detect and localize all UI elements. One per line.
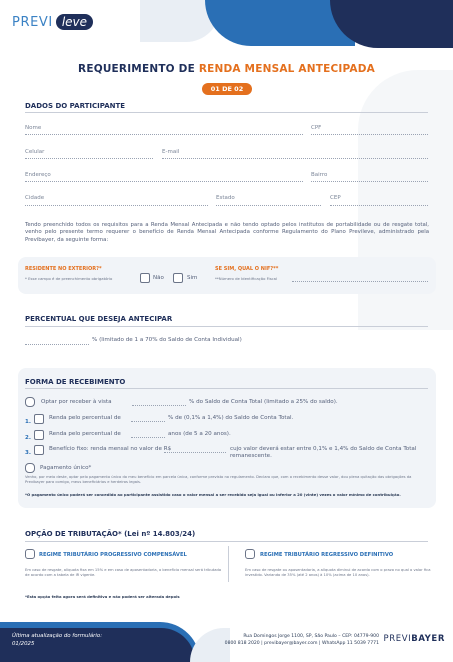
lump-sum-label: Optar por receber à vista <box>41 399 112 405</box>
regressive-regime-title: REGIME TRIBUTÁRIO REGRESSIVO DEFINITIVO <box>260 552 394 558</box>
form-update-label: Última atualização do formulário: <box>12 633 103 639</box>
percent-income-label: Renda pelo percentual de <box>49 415 121 421</box>
progressive-regime-checkbox[interactable] <box>25 549 35 559</box>
regressive-regime-text: Em caso de resgate ou aposentadoria, a alíquota diminui de acordo com o prazo no qual o valor fica investido. Variando de 35% (até 2 anos) à 10% (acima de 10 anos). <box>245 568 431 577</box>
section-divider <box>25 112 428 113</box>
previbayer-logo <box>384 634 446 644</box>
option-number: 2. <box>25 435 31 441</box>
brand-part1: PREVI <box>383 634 412 644</box>
name-label: Nome <box>25 125 42 131</box>
title-part2: RENDA MENSAL ANTECIPADA <box>198 63 375 75</box>
city-field[interactable] <box>25 205 208 206</box>
form-update-date: 01/2025 <box>12 641 35 647</box>
section-divider <box>25 388 428 389</box>
participant-heading: DADOS DO PARTICIPANTE <box>25 102 126 110</box>
percent-income-range: % de (0,1% a 1,4%) do Saldo de Conta Total. <box>168 415 294 421</box>
term-income-label: Renda pelo percentual de <box>49 431 121 437</box>
logo-text: PREVI <box>12 14 53 30</box>
lump-sum-checkbox[interactable] <box>25 397 35 407</box>
taxation-footnote: *Esta opção feita agora será definitiva e não poderá ser alterada depois <box>25 594 180 599</box>
single-payment-label: Pagamento único* <box>40 465 92 471</box>
percent-income-field[interactable] <box>131 421 165 422</box>
fixed-benefit-field[interactable] <box>164 452 226 453</box>
previleve-logo <box>12 14 93 30</box>
form-update-info <box>12 632 102 648</box>
fixed-benefit-label: Benefício fixo: renda mensal no valor de R$ <box>49 446 172 452</box>
cpf-label: CPF <box>311 125 322 131</box>
fixed-benefit-checkbox[interactable] <box>34 445 44 455</box>
brand-part2: BAYER <box>411 634 445 644</box>
fixed-benefit-rule-cont: remanescente. <box>230 453 272 459</box>
section-divider <box>25 541 428 542</box>
name-field[interactable] <box>25 134 303 135</box>
cpf-field[interactable] <box>311 134 428 135</box>
fixed-benefit-rule: cujo valor deverá estar entre 0,1% e 1,4% do Saldo de Conta Total <box>230 446 417 452</box>
logo-badge: leve <box>56 14 93 30</box>
option-number: 1. <box>25 419 31 425</box>
address-field[interactable] <box>25 181 303 182</box>
intro-paragraph: Tendo preenchido todos os requisitos para a Renda Mensal Antecipada e não tendo optado pelos institutos de portabilidade ou de resgate total, venho pelo presente termo requerer o benefício de Renda Mensal Antecipada conforme Regulamento do Plano Previleve, administrado pela Previbayer, da seguinte forma: <box>25 222 429 243</box>
residence-question: RESIDENTE NO EXTERIOR?* <box>25 266 102 272</box>
state-label: Estado <box>216 195 235 201</box>
zip-label: CEP <box>330 195 341 201</box>
state-field[interactable] <box>216 205 321 206</box>
column-divider <box>228 546 229 582</box>
page-indicator: 01 DE 02 <box>202 83 252 95</box>
term-income-range: anos (de 5 a 20 anos). <box>168 431 231 437</box>
receipt-box <box>18 368 436 508</box>
phone-field[interactable] <box>25 158 153 159</box>
city-label: Cidade <box>25 195 45 201</box>
single-payment-declaration: Venho, por meio deste, optar pelo pagamento único do meu benefício em parcela única, conforme previsto no regulamento. Declaro que, com o recebimento desse valor, dou plena quitação das obrigações da Previbayer para comigo, meus beneficiários e herdeiros legais. <box>25 475 412 484</box>
progressive-regime-title: REGIME TRIBUTÁRIO PROGRESSIVO COMPENSÁVEL <box>39 552 187 558</box>
nif-field[interactable] <box>292 281 428 282</box>
single-payment-footnote: *O pagamento único poderá ser concedido ao participante assistido caso o valor mensal a ser recebido seja igual ou inferior a 20 (vinte) vezes o valor mínimo de contribuição. <box>25 492 401 497</box>
contact-info <box>225 633 379 647</box>
residence-no-checkbox[interactable] <box>140 273 150 283</box>
lump-sum-field[interactable] <box>132 405 186 406</box>
residence-note: * Esse campo é de preenchimento obrigatório <box>25 276 113 281</box>
email-label: E-mail <box>162 149 180 155</box>
percentage-text: % (limitado de 1 a 70% do Saldo de Conta Individual) <box>92 337 242 343</box>
percentage-field[interactable] <box>25 344 89 345</box>
title-part1: REQUERIMENTO DE <box>78 63 199 75</box>
progressive-regime-text: Em caso de resgate, alíquota fixa em 15% e em caso de aposentadoria, o benefício mensal será tributado de acordo com a tabela de IR vigente. <box>25 568 222 577</box>
percentage-heading: PERCENTUAL QUE DESEJA ANTECIPAR <box>25 315 173 323</box>
district-field[interactable] <box>311 181 428 182</box>
nif-question: SE SIM, QUAL O NIF?** <box>215 266 279 272</box>
district-label: Bairro <box>311 172 328 178</box>
residence-yes-label: Sim <box>187 275 198 281</box>
address-label: Endereço <box>25 172 51 178</box>
single-payment-checkbox[interactable] <box>25 463 35 473</box>
lump-sum-limit: % do Saldo de Conta Total (limitado a 25% do saldo). <box>189 399 338 405</box>
page-title <box>0 63 453 75</box>
residence-no-label: Não <box>153 275 164 281</box>
email-field[interactable] <box>162 158 428 159</box>
nif-note: **Número de Identificação Fiscal <box>215 276 278 281</box>
contact-line: 0800 818 2020 | previbayer@bayer.com | WhatsApp 11 5039 7771 <box>224 641 379 646</box>
regressive-regime-checkbox[interactable] <box>245 549 255 559</box>
residence-yes-checkbox[interactable] <box>173 273 183 283</box>
phone-label: Celular <box>25 149 45 155</box>
taxation-heading: OPÇÃO DE TRIBUTAÇÃO* (Lei nº 14.803/24) <box>25 530 196 538</box>
term-income-checkbox[interactable] <box>34 430 44 440</box>
address-line: Rua Domingos Jorge 1100, SP, São Paulo – CEP: 04779-900 <box>243 634 379 639</box>
zip-field[interactable] <box>330 205 428 206</box>
term-income-field[interactable] <box>131 437 165 438</box>
percent-income-checkbox[interactable] <box>34 414 44 424</box>
section-divider <box>25 326 428 327</box>
receipt-heading: FORMA DE RECEBIMENTO <box>25 378 126 386</box>
option-number: 3. <box>25 450 31 456</box>
